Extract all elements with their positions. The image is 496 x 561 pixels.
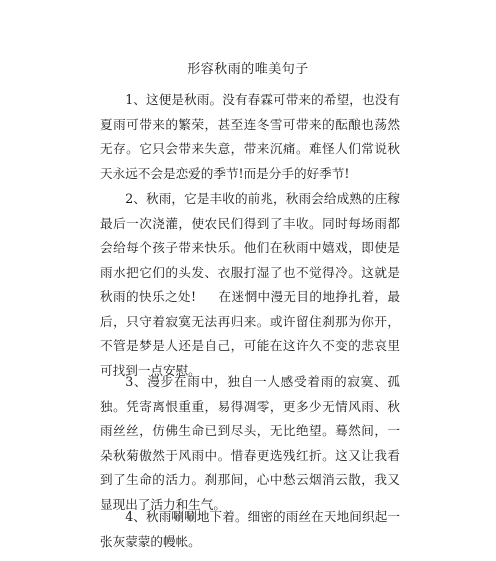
paragraph-2-text-a: 2、秋雨，它是丰收的前兆，秋雨会给成熟的庄稼最后一次浇灌，使农民们得到了丰收。同时每场雨都会给每个孩子带来快乐。他们在秋雨中嬉戏，即使是雨水把它们的头发、衣服打湿了也不觉得冷。这就是秋雨的快乐之处! — [100, 191, 400, 304]
paragraph-2 — [100, 187, 400, 383]
document-title: 形容秋雨的唯美句子 — [187, 62, 309, 77]
paragraph-1-text: 1、这便是秋雨。没有春霖可带来的希望，也没有夏雨可带来的繁荣，甚至连冬雪可带来的酝酿也荡然无存。它只会带来失意，带来沉痛。难怪人们常说秋天永远不会是恋爱的季节!而是分手的好季节! — [100, 92, 400, 181]
paragraph-1 — [100, 88, 400, 186]
paragraph-3 — [100, 370, 400, 517]
paragraph-4 — [100, 505, 400, 554]
paragraph-2-text-b: 在迷惘中漫无目的地挣扎着，最后，只守着寂寞无法再归来。或许留住刹那为你开，不管是梦是人还是自己，可能在这许久不变的悲哀里可找到一点安慰。 — [100, 289, 401, 378]
paragraph-3-text: 3、漫步在雨中，独自一人感受着雨的寂寞、孤独。凭寄离恨重重，易得凋零，更多少无情风雨、秋雨丝丝，仿佛生命已到尽头，无比绝望。蓦然间，一朵秋菊傲然于风雨中。惜春更选残红折。这又让我看到了生命的活力。刹那间，心中愁云烟消云散，我又显现出了活力和生气。 — [100, 374, 400, 512]
paragraph-4-text: 4、秋雨唰唰地下着。细密的雨丝在天地间织起一张灰蒙蒙的幔帐。 — [100, 509, 400, 549]
